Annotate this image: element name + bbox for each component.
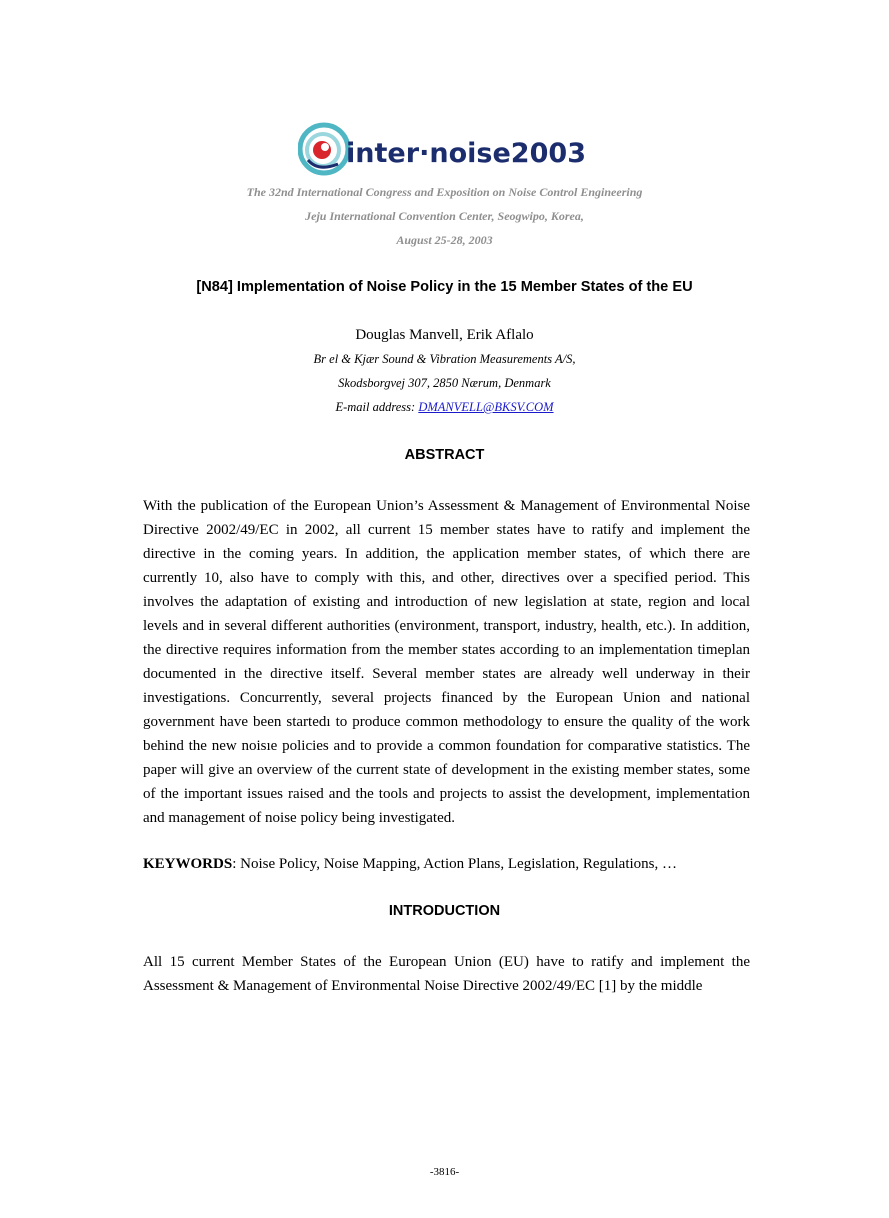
affiliation-email	[0, 400, 889, 415]
logo-wordmark: inter·noise2003	[346, 138, 586, 169]
abstract-heading: ABSTRACT	[404, 447, 485, 463]
keywords-label: KEYWORDS	[143, 856, 233, 872]
conference-dates: August 25-28, 2003	[396, 233, 493, 247]
email-label: E-mail address:	[335, 400, 419, 414]
logo-swirl-icon	[300, 125, 348, 173]
affiliation-company: Br el & Kjær Sound & Vibration Measurements A/S,	[313, 352, 576, 366]
page-number: -3816-	[429, 1166, 460, 1178]
introduction-body	[143, 950, 750, 998]
paper-title: [N84] Implementation of Noise Policy in the 15 Member States of the EU	[196, 279, 693, 295]
conference-venue: Jeju International Convention Center, Seogwipo, Korea,	[305, 209, 584, 223]
email-link[interactable]: DMANVELL@BKSV.COM	[418, 400, 554, 414]
keywords-line	[143, 852, 763, 876]
introduction-paragraph: All 15 current Member States of the European Union (EU) have to ratify and implement the Assessment & Management of Environmental Noise Directive 2002/49/EC [1] by the middle	[143, 954, 750, 994]
keywords-list: : Noise Policy, Noise Mapping, Action Plans, Legislation, Regulations, …	[232, 856, 678, 872]
affiliation-address: Skodsborgvej 307, 2850 Nærum, Denmark	[338, 376, 551, 390]
conference-name: The 32nd International Congress and Exposition on Noise Control Engineering	[246, 185, 643, 199]
abstract-body	[143, 494, 750, 830]
abstract-paragraph: With the publication of the European Union’s Assessment & Management of Environmental Noise Directive 2002/49/EC in 2002, all current 15 member states have to ratify and implement the directive in the coming years. In addition, the application member states, of which there are currently 10, also have to comply with this, and other, directives over a specified period. This involves the adaptation of existing and introduction of new legislation at state, region and local levels and in several different authorities (environment, transport, industry, health, etc.). In addition, the directive requires information from the member states according to an implementation timeplan documented in the directive itself. Several member states are already well underway in their investigations. Concurrently, several projects financed by the European Union and national government have been startedı to produce common methodology to ensure the quality of the work behind the new noisıe policies and to provide a common foundation for comparative statistics. The paper will give an overview of the current state of development in the existing member states, some of the important issues raised and the tools and projects to assist the development, implementation and management of noise policy being investigated.	[143, 498, 750, 826]
conference-logo	[298, 120, 598, 180]
introduction-heading: INTRODUCTION	[388, 903, 501, 919]
paper-authors: Douglas Manvell, Erik Aflalo	[355, 327, 534, 343]
